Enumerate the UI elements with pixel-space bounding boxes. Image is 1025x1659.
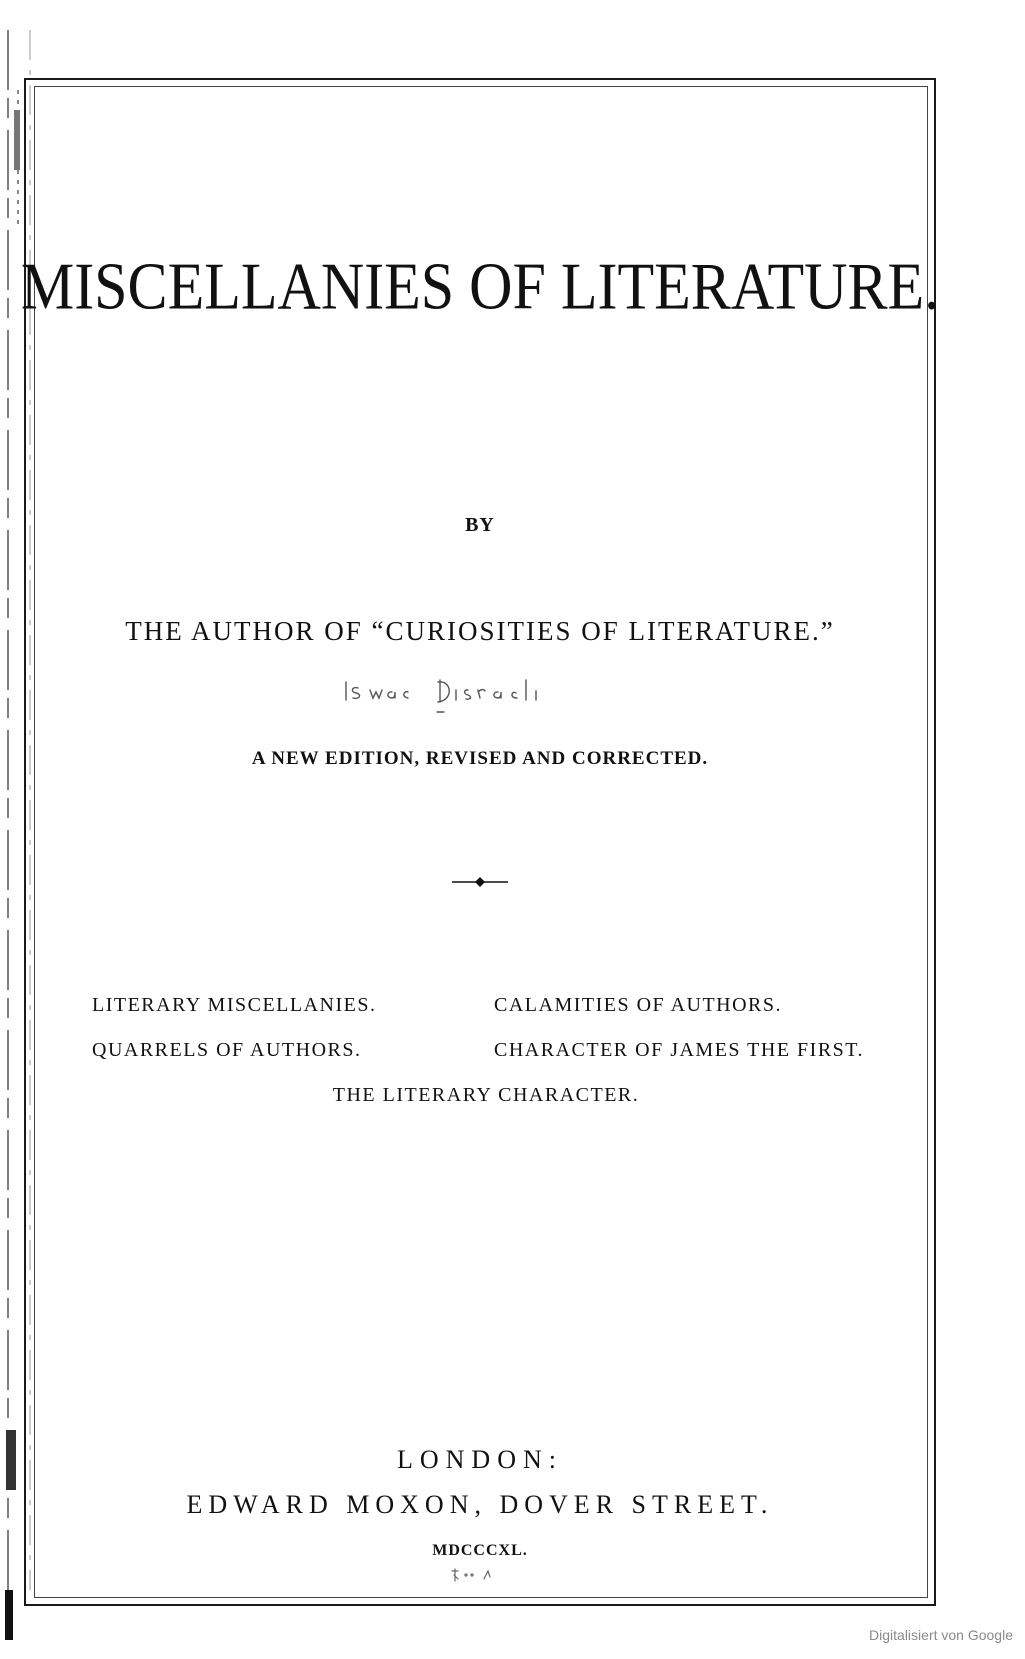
contents-row (86, 1039, 906, 1084)
contents-item: THE LITERARY CHARACTER. (332, 1084, 640, 1106)
library-shelfmark (448, 1565, 508, 1585)
author-line: THE AUTHOR OF “CURIOSITIES OF LITERATURE.” (125, 616, 835, 646)
contents-item: LITERARY MISCELLANIES. (92, 994, 377, 1016)
book-title: MISCELLANIES OF LITERATURE. (20, 248, 940, 323)
digitization-watermark: Digitalisiert von Google (869, 1627, 1013, 1643)
imprint-city: LONDON: (397, 1445, 563, 1474)
contents-row (86, 1084, 906, 1129)
contents-item: QUARRELS OF AUTHORS. (92, 1039, 362, 1061)
edition-line: A NEW EDITION, REVISED AND CORRECTED. (251, 748, 709, 769)
by-line: BY (465, 514, 495, 536)
imprint-year: MDCCCXL. (432, 1542, 528, 1559)
contents-list (86, 994, 906, 1129)
handwritten-signature (340, 676, 560, 716)
contents-row (86, 994, 906, 1039)
contents-item: CALAMITIES OF AUTHORS. (494, 994, 783, 1016)
imprint-publisher: EDWARD MOXON, DOVER STREET. (186, 1490, 774, 1519)
contents-item: CHARACTER OF JAMES THE FIRST. (494, 1039, 865, 1061)
ornamental-rule (450, 876, 510, 888)
